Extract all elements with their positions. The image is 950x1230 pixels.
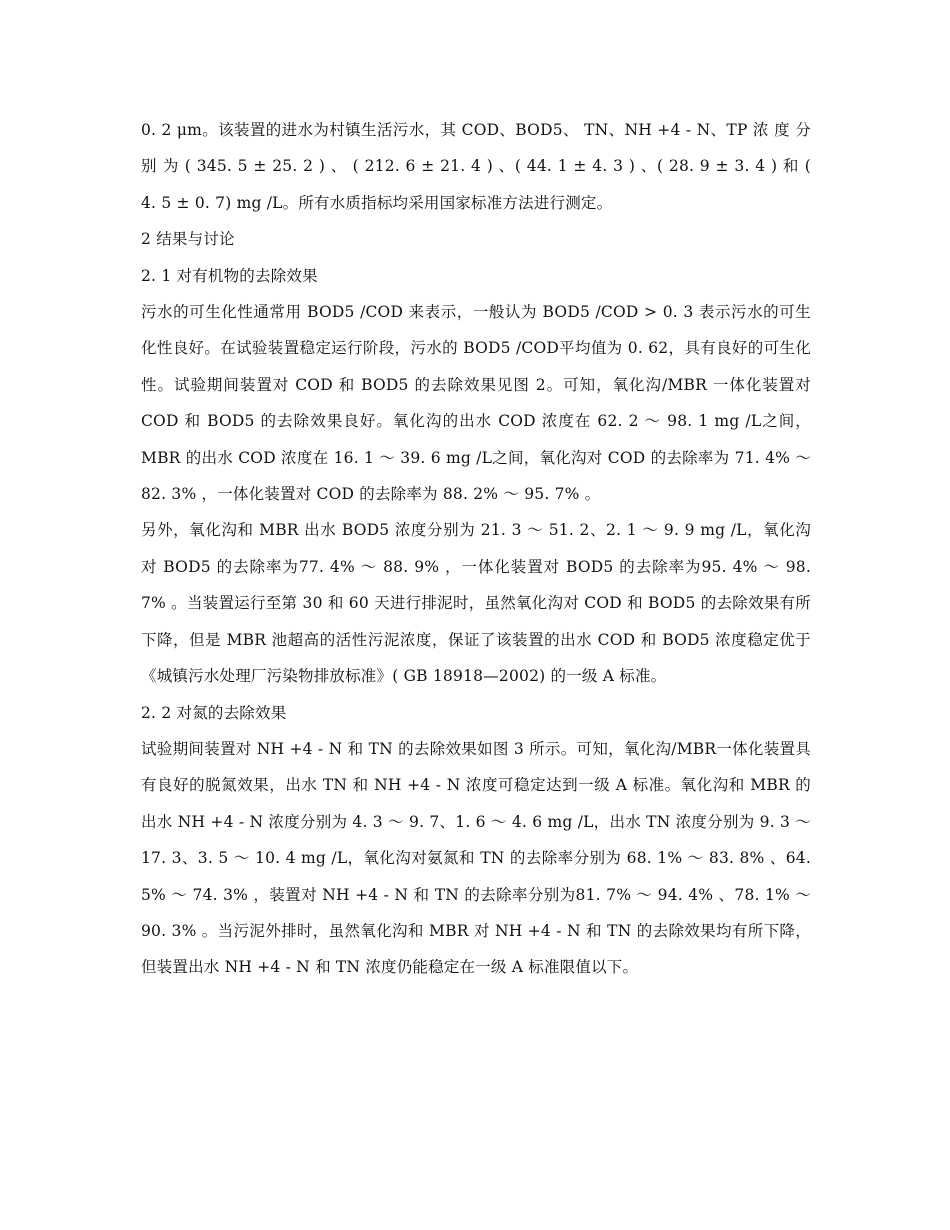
document-body: [141, 112, 811, 986]
subsection-heading-nitrogen: 2. 2 对氮的去除效果: [141, 703, 287, 722]
organic-removal-paragraph-2: 另外，氧化沟和 MBR 出水 BOD5 浓度分别为 21. 3 ～ 51. 2、2. 1 ～ 9. 9 mg /L，氧化沟对 BOD5 的去除率为77. 4% ～ 88. 9% ，一体化装置对 BOD5 的去除率为95. 4% ～ 98. 7% 。当装置运行至第 30 和 60 天进行排泥时，虽然氧化沟对 COD 和 BOD5 的去除效果有所下降，但是 MBR 池超高的活性污泥浓度，保证了该装置的出水 COD 和 BOD5 浓度稳定优于《城镇污水处理厂污染物排放标准》( GB 18918—2002) 的一级 A 标准。: [141, 521, 811, 686]
organic-removal-paragraph-1: 污水的可生化性通常用 BOD5 /COD 来表示，一般认为 BOD5 /COD > 0. 3 表示污水的可生化性良好。在试验装置稳定运行阶段，污水的 BOD5 /COD平均值为 0. 62，具有良好的可生化性。试验期间装置对 COD 和 BOD5 的去除效果见图 2。可知，氧化沟/MBR 一体化装置对 COD 和 BOD5 的去除效果良好。氧化沟的出水 COD 浓度在 62. 2 ～ 98. 1 mg /L之间，MBR 的出水 COD 浓度在 16. 1 ～ 39. 6 mg /L之间，氧化沟对 COD 的去除率为 71. 4% ～ 82. 3% ，一体化装置对 COD 的去除率为 88. 2% ～ 95. 7% 。: [141, 303, 811, 504]
intro-paragraph: 0. 2 μm。该装置的进水为村镇生活污水，其 COD、BOD5、 TN、NH +4 - N、TP 浓 度 分 别 为 ( 345. 5 ± 25. 2 ) 、 ( 212. 6 ± 21. 4 ) 、( 44. 1 ± 4. 3 ) 、( 28. 9 ± 3. 4 ) 和 ( 4. 5 ± 0. 7) mg /L。所有水质指标均采用国家标准方法进行测定。: [141, 121, 811, 212]
nitrogen-removal-paragraph: 试验期间装置对 NH +4 - N 和 TN 的去除效果如图 3 所示。可知，氧化沟/MBR一体化装置具有良好的脱氮效果，出水 TN 和 NH +4 - N 浓度可稳定达到一级 A 标准。氧化沟和 MBR 的出水 NH +4 - N 浓度分别为 4. 3 ～ 9. 7、1. 6 ～ 4. 6 mg /L，出水 TN 浓度分别为 9. 3 ～ 17. 3、3. 5 ～ 10. 4 mg /L，氧化沟对氨氮和 TN 的去除率分别为 68. 1% ～ 83. 8% 、64. 5% ～ 74. 3% ，装置对 NH +4 - N 和 TN 的去除率分别为81. 7% ～ 94. 4% 、78. 1% ～ 90. 3% 。当污泥外排时，虽然氧化沟和 MBR 对 NH +4 - N 和 TN 的去除效果均有所下降，但装置出水 NH +4 - N 和 TN 浓度仍能稳定在一级 A 标准限值以下。: [141, 739, 811, 977]
section-heading-results: 2 结果与讨论: [141, 230, 235, 249]
subsection-heading-organic: 2. 1 对有机物的去除效果: [141, 266, 318, 285]
